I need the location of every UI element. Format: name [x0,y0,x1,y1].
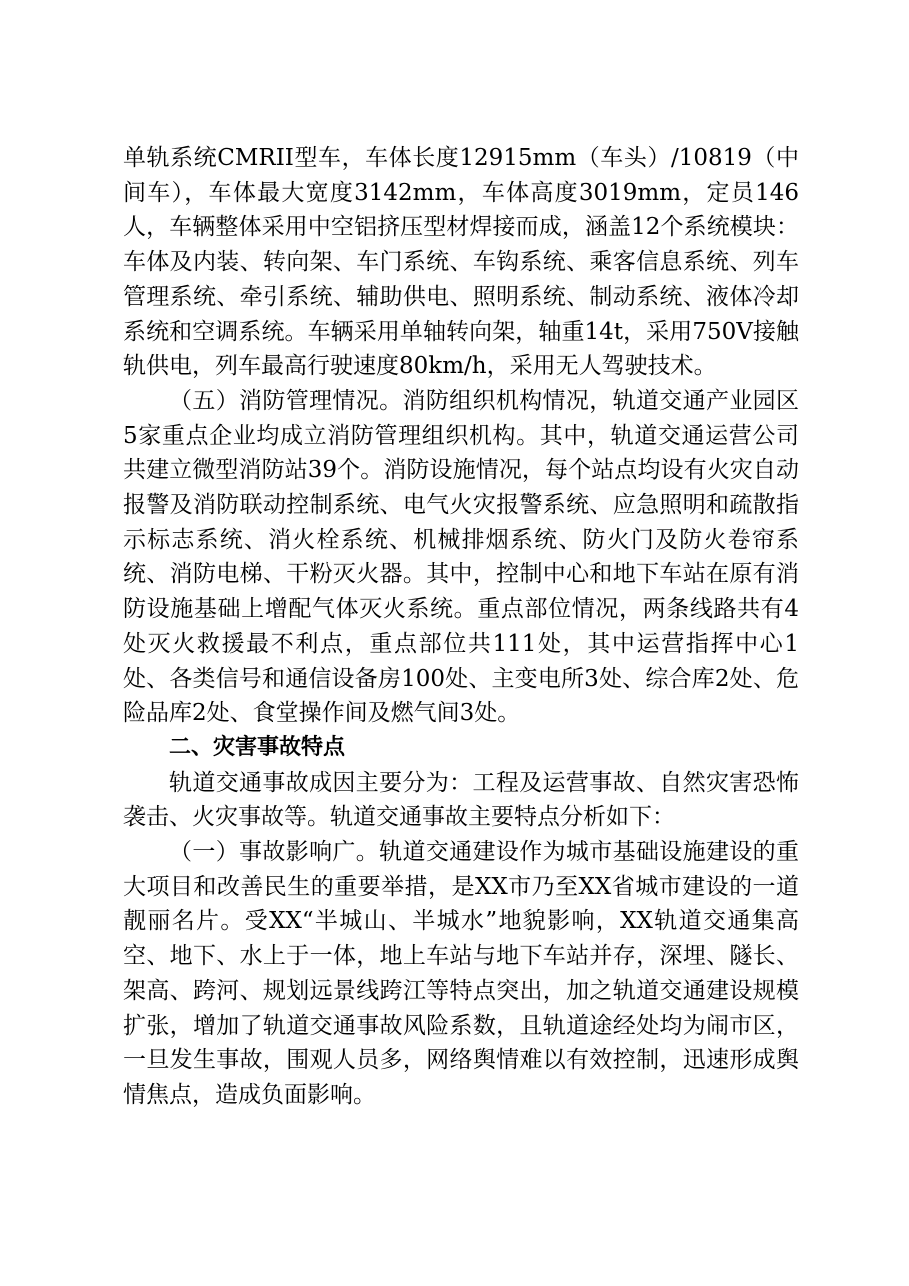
paragraph-fire-management [123,384,799,731]
document-body [123,141,799,1113]
paragraph-accident-causes: 轨道交通事故成因主要分为：工程及运营事故、自然灾害恐怖袭击、火灾事故等。轨道交通事故主要特点分析如下： [123,769,799,831]
paragraph-impact-wide [123,835,799,1113]
section-one-body: 轨道交通建设作为城市基础设施建设的重大项目和改善民生的重要举措，是XX市乃至XX省城市建设的一道靓丽名片。受XX“半城山、半城水”地貌影响，XX轨道交通集高空、地下、水上于一体，地上车站与地下车站并存，深埋、隧长、架高、跨河、规划远景线跨江等特点突出，加之轨道交通建设规模扩张，增加了轨道交通事故风险系数，且轨道途经处均为闹市区，一旦发生事故，围观人员多，网络舆情难以有效控制，迅速形成舆情焦点，造成负面影响。 [123,839,800,1108]
section-one-lead: （一）事故影响广。 [169,839,380,866]
section-five-body: 消防组织机构情况，轨道交通产业园区5家重点企业均成立消防管理组织机构。其中，轨道交通运营公司共建立微型消防站39个。消防设施情况，每个站点均设有火灾自动报警及消防联动控制系统、电气火灾报警系统、应急照明和疏散指示标志系统、消火栓系统、机械排烟系统、防火门及防火卷帘系统、消防电梯、干粉灭火器。其中，控制中心和地下车站在原有消防设施基础上增配气体灭火系统。重点部位情况，两条线路共有4处灭火救援最不利点，重点部位共111处，其中运营指挥中心1处、各类信号和通信设备房100处、主变电所3处、综合库2处、危险品库2处、食堂操作间及燃气间3处。 [123,387,800,727]
heading-disaster-features: 二、灾害事故特点 [169,734,346,760]
section-five-lead: （五）消防管理情况。 [169,387,403,414]
paragraph-vehicle-specs: 单轨系统CMRII型车，车体长度12915mm（车头）/10819（中间车），车体最大宽度3142mm，车体高度3019mm，定员146人，车辆整体采用中空铝挤压型材焊接而成，涵盖12个系统模块：车体及内装、转向架、车门系统、车钩系统、乘客信息系统、列车管理系统、牵引系统、辅助供电、照明系统、制动系统、液体冷却系统和空调系统。车辆采用单轴转向架，轴重14t，采用750V接触轨供电，列车最高行驶速度80km/h，采用无人驾驶技术。 [123,145,799,380]
